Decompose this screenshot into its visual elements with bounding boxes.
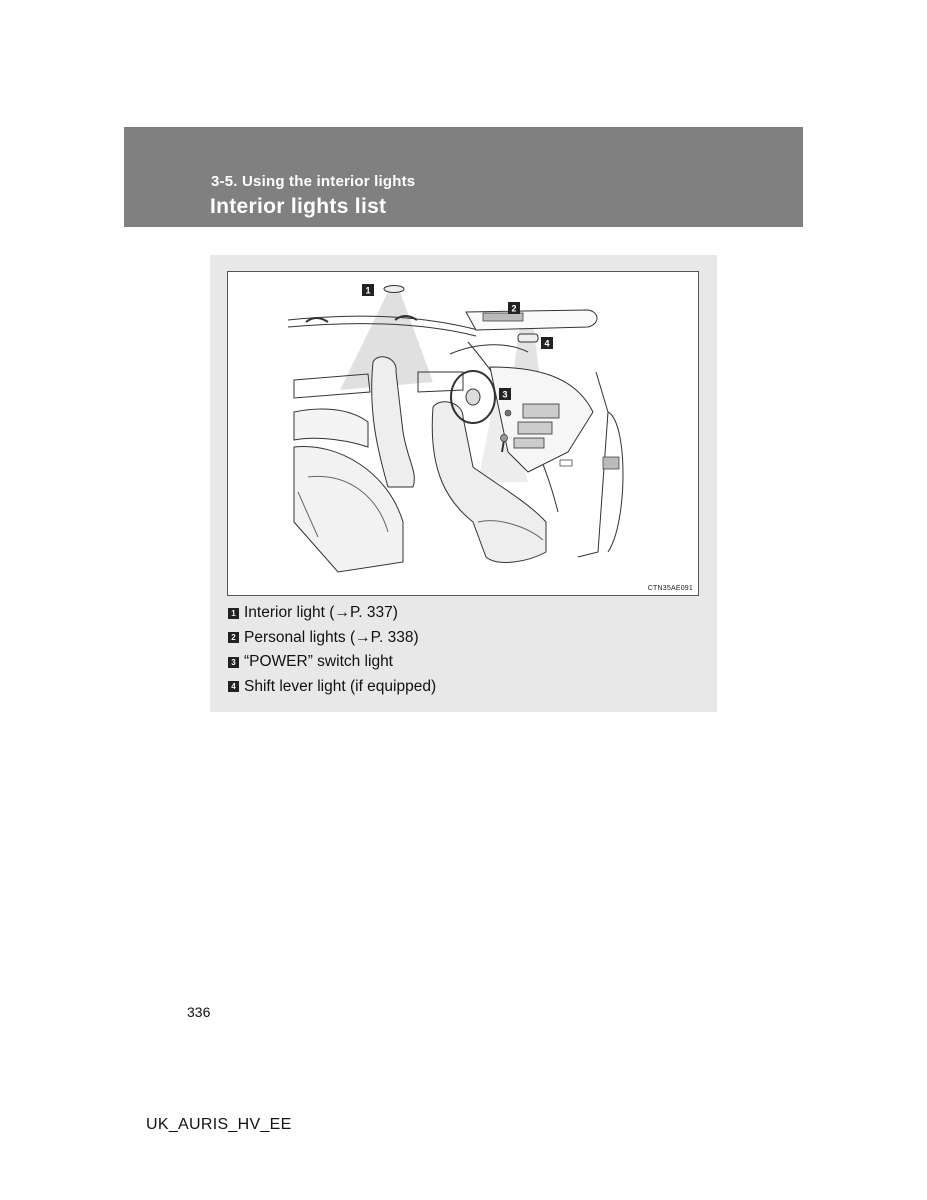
svg-text:3: 3 bbox=[502, 389, 508, 400]
legend-item bbox=[228, 675, 436, 700]
power-switch bbox=[505, 410, 511, 416]
callout-4 bbox=[541, 337, 553, 349]
legend-item bbox=[228, 626, 436, 651]
svg-text:2: 2 bbox=[511, 303, 517, 314]
legend-list bbox=[228, 601, 436, 699]
figure-code: CTN35AE091 bbox=[647, 585, 693, 592]
legend-text: “POWER” switch light bbox=[244, 653, 393, 671]
page-title: Interior lights list bbox=[210, 195, 387, 218]
svg-text:1: 1 bbox=[365, 285, 371, 296]
illustration-panel bbox=[210, 255, 717, 712]
legend-item bbox=[228, 601, 436, 626]
section-heading: 3-5. Using the interior lights bbox=[211, 173, 416, 190]
page-number: 336 bbox=[187, 1004, 211, 1020]
legend-item bbox=[228, 650, 436, 675]
document-code: UK_AURIS_HV_EE bbox=[146, 1116, 292, 1133]
svg-text:4: 4 bbox=[544, 338, 550, 349]
car-interior-drawing bbox=[228, 272, 699, 596]
callout-2 bbox=[508, 302, 520, 314]
interior-light-lamp bbox=[384, 286, 404, 293]
legend-number-badge: 2 bbox=[228, 632, 239, 643]
callout-3 bbox=[499, 388, 511, 400]
legend-text: Shift lever light (if equipped) bbox=[244, 677, 437, 695]
legend-text: Interior light (→P. 337) bbox=[244, 604, 398, 622]
shift-lever bbox=[501, 435, 508, 442]
legend-text: Personal lights (→P. 338) bbox=[244, 628, 419, 646]
section-header bbox=[124, 127, 803, 227]
legend-number-badge: 3 bbox=[228, 657, 239, 668]
interior-illustration bbox=[227, 271, 699, 596]
legend-number-badge: 1 bbox=[228, 608, 239, 619]
legend-number-badge: 4 bbox=[228, 681, 239, 692]
callout-1 bbox=[362, 284, 374, 296]
